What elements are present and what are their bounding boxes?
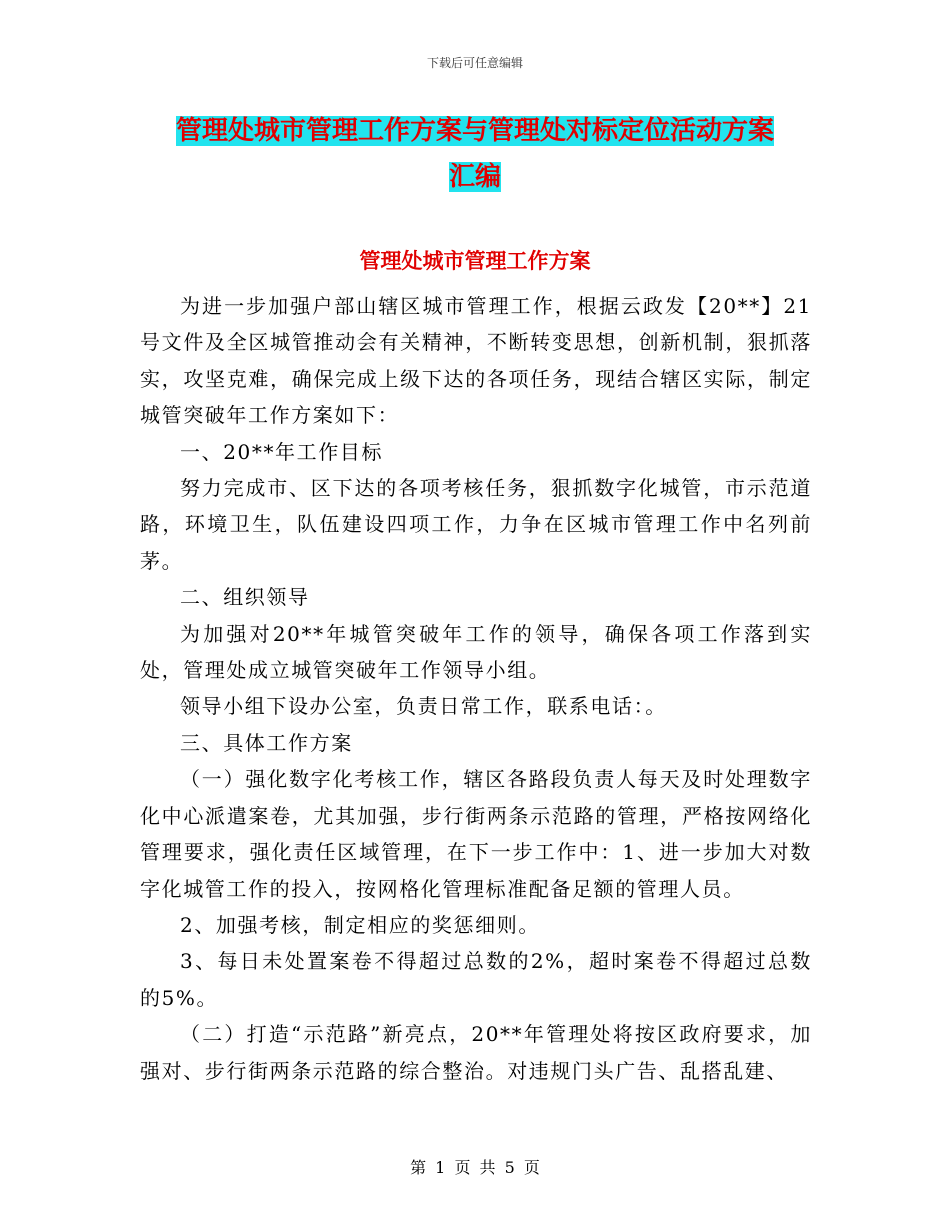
section-title: 管理处城市管理工作方案 [359, 248, 591, 273]
document-title [140, 108, 810, 200]
heading-plan: 三、具体工作方案 [180, 730, 353, 755]
heading-goals: 一、20**年工作目标 [180, 439, 384, 464]
heading-organization: 二、组织领导 [180, 585, 310, 610]
paragraph-organization: 为加强对20**年城管突破年工作的领导，确保各项工作落到实处，管理处成立城管突破年工作领导小组。 [140, 621, 812, 683]
paragraph-plan-1: （一）强化数字化考核工作，辖区各路段负责人每天及时处理数字化中心派遣案卷，尤其加强，步行街两条示范路的管理，严格按网络化管理要求，强化责任区域管理，在下一步工作中：1、进一步加大对数字化城管工作的投入，按网格化管理标准配备足额的管理人员。 [140, 767, 812, 901]
paragraph-plan-4: （二）打造“示范路”新亮点，20**年管理处将按区政府要求，加强对、步行街两条示范路的综合整治。对违规门头广告、乱搭乱建、 [140, 1022, 812, 1083]
document-body [140, 288, 812, 1089]
paragraph-office: 领导小组下设办公室，负责日常工作，联系电话：。 [180, 694, 667, 719]
document-title-line-2: 汇编 [448, 162, 501, 192]
paragraph-plan-3: 3、每日未处置案卷不得超过总数的2%，超时案卷不得超过总数的5%。 [140, 949, 812, 1010]
paragraph-plan-2: 2、加强考核，制定相应的奖惩细则。 [180, 912, 540, 937]
document-title-line-1: 管理处城市管理工作方案与管理处对标定位活动方案 [175, 116, 774, 146]
paragraph-goals: 努力完成市、区下达的各项考核任务，狠抓数字化城管，市示范道路，环境卫生，队伍建设四项工作，力争在区城市管理工作中名列前茅。 [140, 476, 812, 573]
page-footer: 第 1 页 共 5 页 [410, 1158, 540, 1177]
paragraph-intro: 为进一步加强户部山辖区城市管理工作，根据云政发【20**】21号文件及全区城管推动会有关精神，不断转变思想，创新机制，狠抓落实，攻坚克难，确保完成上级下达的各项任务，现结合辖区实际，制定城管突破年工作方案如下： [140, 294, 812, 428]
header-note: 下载后可任意编辑 [426, 56, 523, 70]
